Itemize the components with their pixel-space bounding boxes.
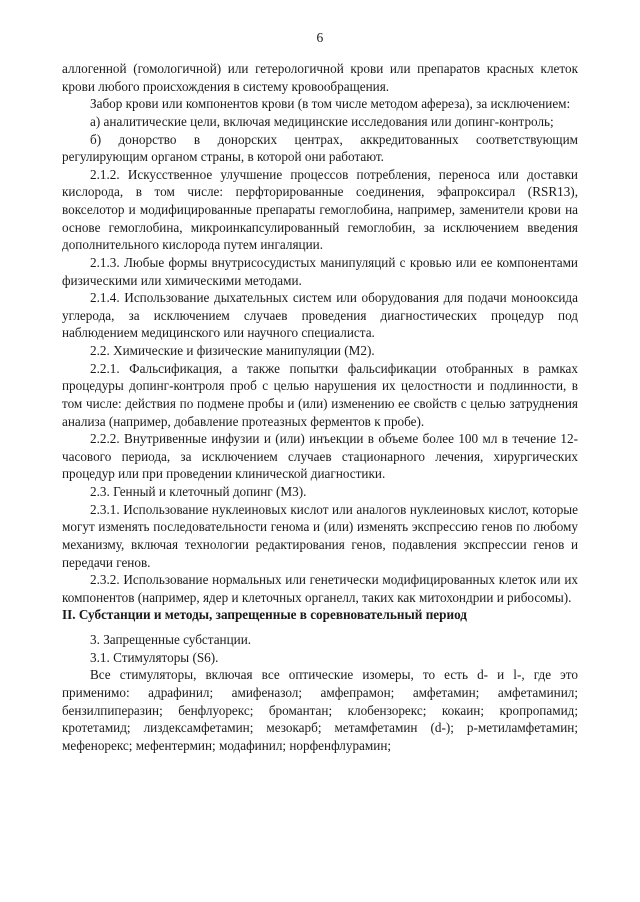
paragraph: 2.2.1. Фальсификация, а также попытки фальсификации отобранных в рамках процедуры допинг-контроля проб с целью нарушения их целостности и подлинности, в том числе: действия по подмене пробы и (или) изменению ее свойств с целью затруднения анализа (например, добавление протеазных ферментов к пробе).: [62, 360, 578, 429]
section-heading: II. Субстанции и методы, запрещенные в соревновательный период: [62, 607, 467, 623]
paragraph: 3. Запрещенные субстанции.: [90, 632, 252, 647]
page-number: 6: [316, 30, 324, 45]
paragraph: 2.3.2. Использование нормальных или генетически модифицированных клеток или их компонентов (например, ядер и клеточных органелл, таких как митохондрии и рибосомы).: [62, 572, 578, 605]
paragraph: б) донорство в донорских центрах, аккредитованных соответствующим регулирующим органом страны, в которой они работают.: [62, 131, 578, 165]
paragraph: а) аналитические цели, включая медицинские исследования или допинг-контроль;: [90, 113, 554, 129]
paragraph: Забор крови или компонентов крови (в том числе методом афереза), за исключением:: [90, 96, 571, 112]
paragraph: Все стимуляторы, включая все оптические изомеры, то есть d- и l-, где это применимо: адрафинил; амифеназол; амфепрамон; амфетамин; амфетаминил; бензилпиперазин; бенфлуорекс; бромантан; клобензорекс; кокаин; кропропамид; кротетамид; лиздексамфетамин; мезокарб; метамфетамин (d-); p-метиламфетамин; мефенорекс; мефентермин; модафинил; норфенфлурамин;: [62, 667, 578, 753]
document-body: [62, 60, 578, 754]
paragraph: 2.2.2. Внутривенные инфузии и (или) инъекции в объеме более 100 мл в течение 12-часового периода, за исключением случаев стационарного лечения, хирургических процедур или при проведении клинической диагностики.: [62, 431, 578, 482]
paragraph: 2.2. Химические и физические манипуляции (М2).: [90, 343, 375, 358]
spacer: [62, 624, 578, 631]
paragraph: 2.1.2. Искусственное улучшение процессов потребления, переноса или доставки кислорода, в том числе: перфторированные соединения, эфапроксирал (RSR13), вокселотор и модифицированные препараты гемоглобина, например, заменители крови на основе гемоглобина, микроинкапсулированный гемоглобин, за исключением введения дополнительного кислорода путем ингаляции.: [62, 166, 578, 253]
paragraph: 2.1.3. Любые формы внутрисосудистых манипуляций с кровью или ее компонентами физическими или химическими методами.: [62, 254, 578, 288]
paragraph: 2.1.4. Использование дыхательных систем или оборудования для подачи монооксида углерода, за исключением случаев проведения диагностических процедур под наблюдением медицинского или научного специалиста.: [62, 290, 578, 341]
paragraph: 2.3.1. Использование нуклеиновых кислот или аналогов нуклеиновых кислот, которые могут изменять последовательности генома и (или) изменять экспрессию генов по любому механизму, включая технологии редактирования генов, подавления экспрессии генов и передачи генов.: [62, 501, 578, 570]
paragraph: 3.1. Стимуляторы (S6).: [90, 649, 219, 665]
paragraph: 2.3. Генный и клеточный допинг (М3).: [90, 484, 307, 499]
paragraph: аллогенной (гомологичной) или гетерологичной крови или препаратов красных клеток крови любого происхождения в систему кровообращения.: [62, 61, 578, 94]
